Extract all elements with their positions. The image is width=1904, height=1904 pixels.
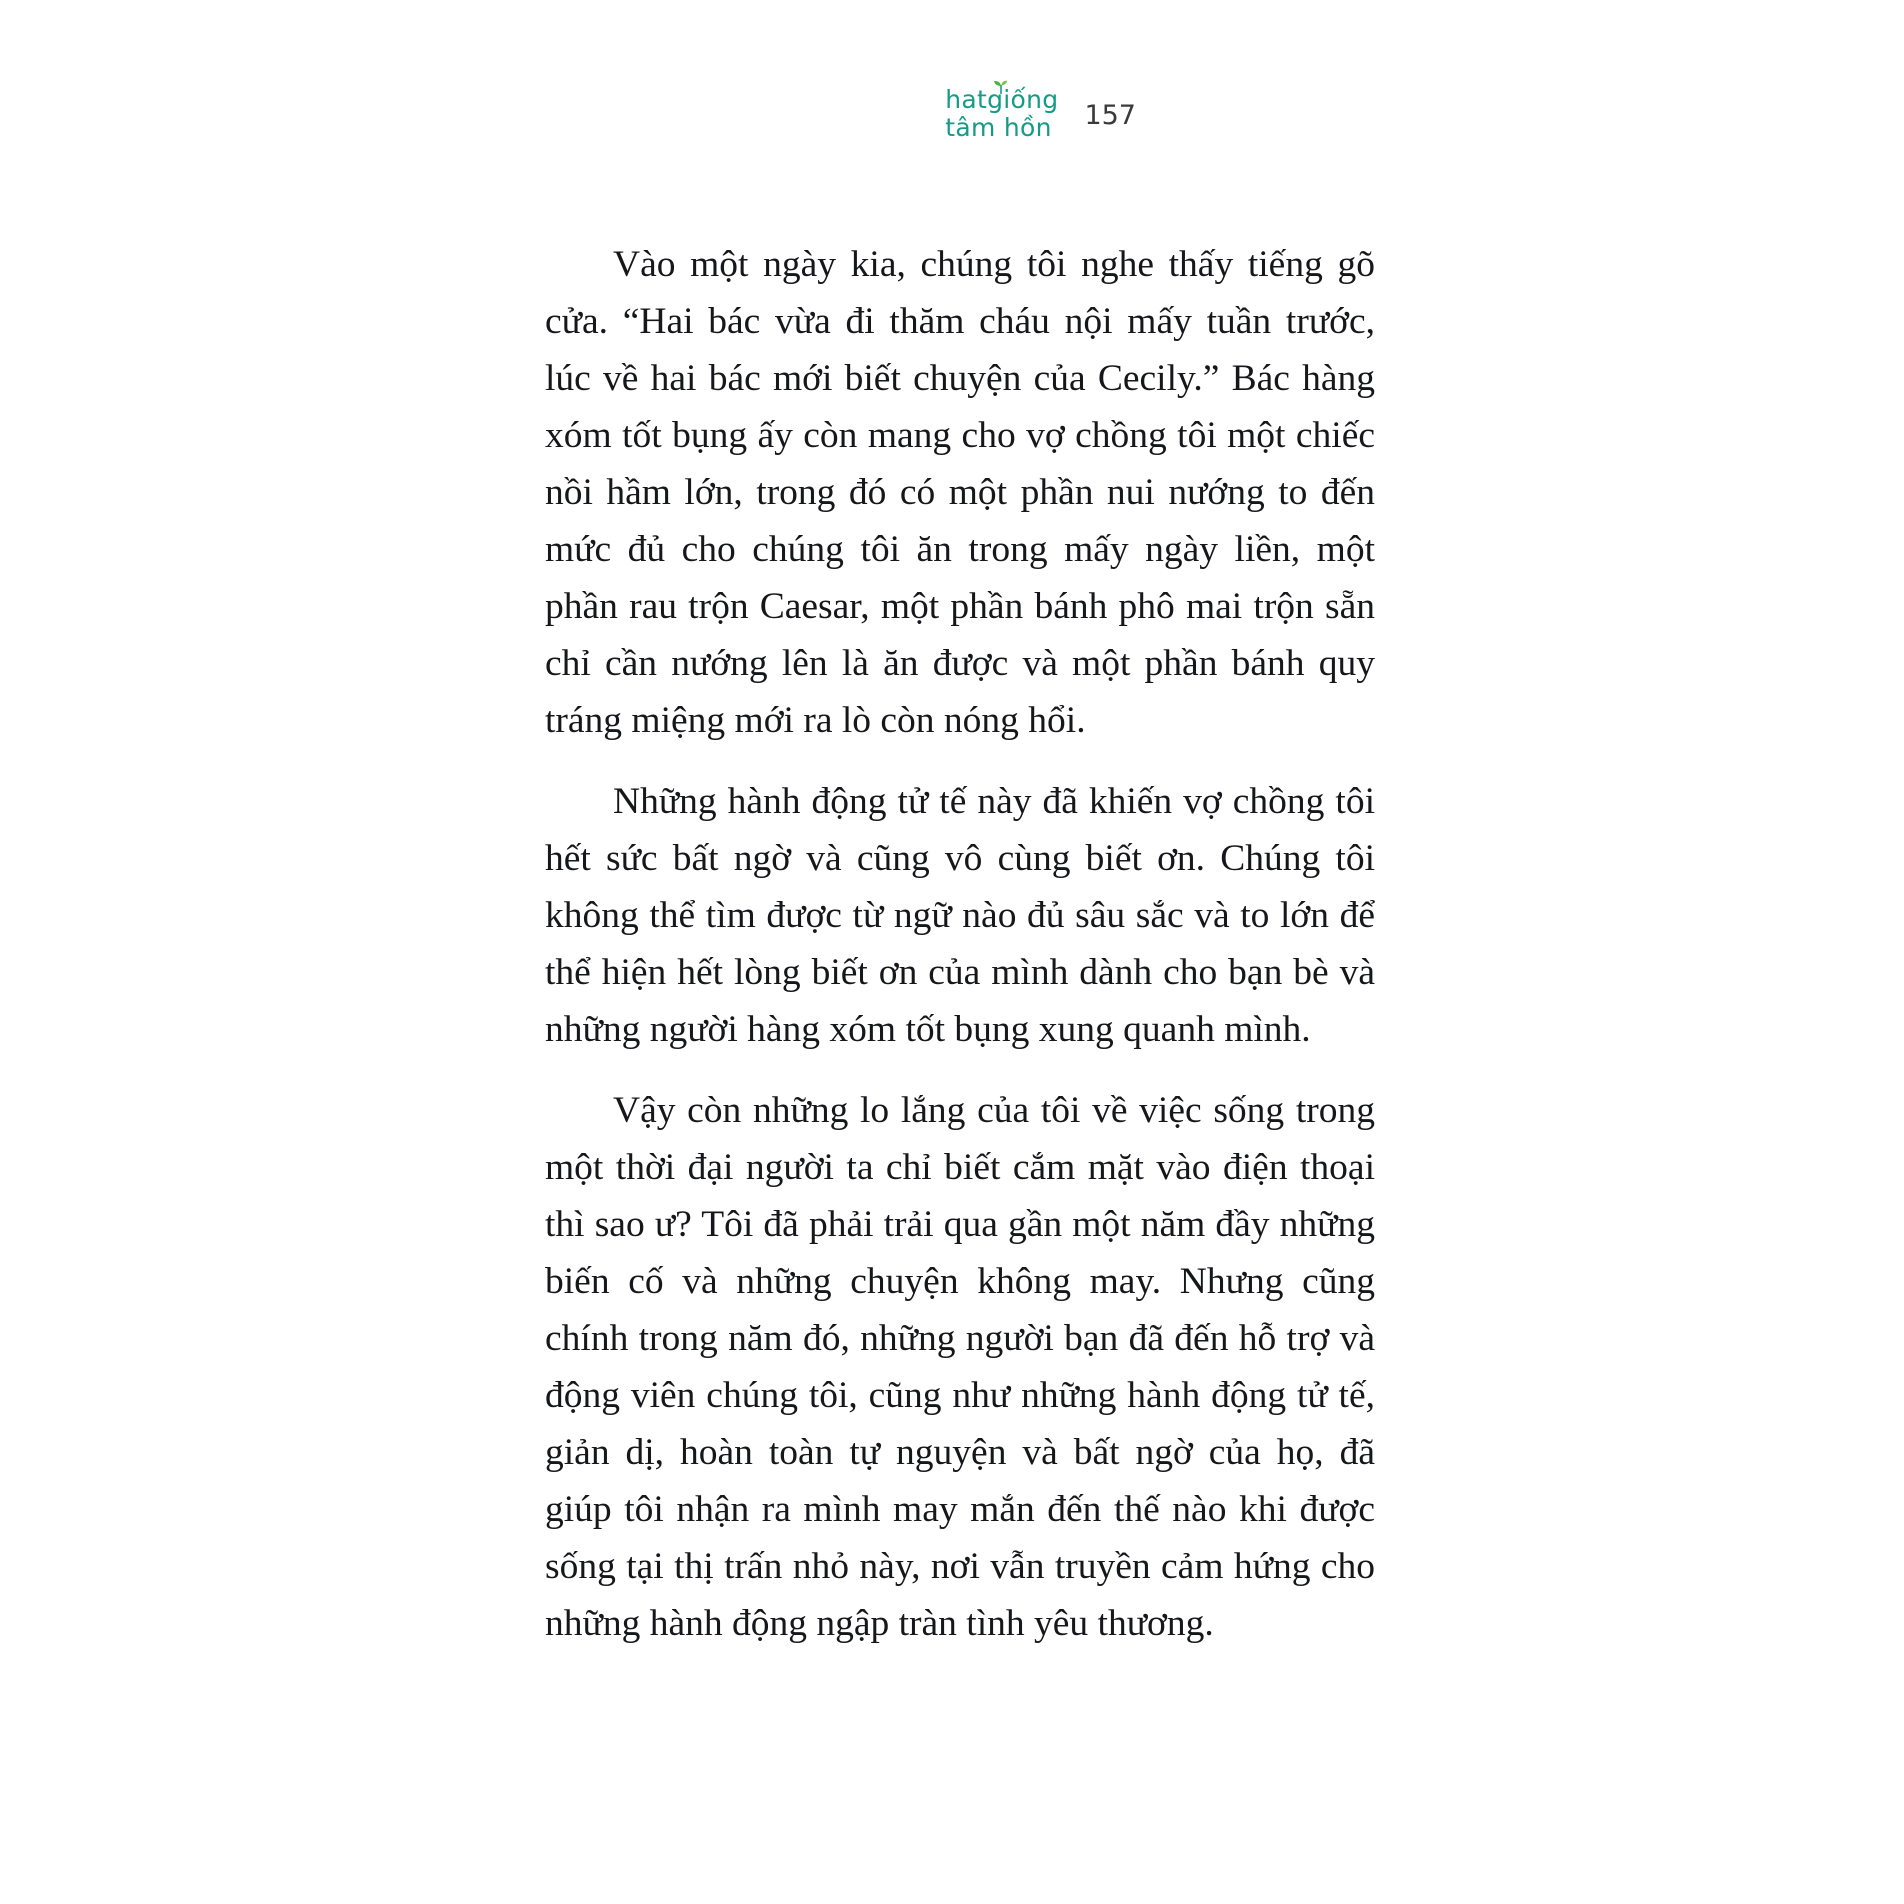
- publisher-logo-text: [945, 86, 1058, 142]
- paragraph: Những hành động tử tế này đã khiến vợ chồng tôi hết sức bất ngờ và cũng vô cùng biết ơn. Chúng tôi không thể tìm được từ ngữ nào đủ sâu sắc và to lớn để thể hiện hết lòng biết ơn của mình dành cho bạn bè và những người hàng xóm tốt bụng xung quanh mình.: [545, 781, 1375, 1050]
- page-body: [545, 236, 1375, 1652]
- publisher-logo-line1: hatgiống: [945, 85, 1059, 114]
- paragraph: Vậy còn những lo lắng của tôi về việc sống trong một thời đại người ta chỉ biết cắm mặt vào điện thoại thì sao ư? Tôi đã phải trải qua gần một năm đầy những biến cố và những chuyện không may. Nhưng cũng chính trong năm đó, những người bạn đã đến hỗ trợ và động viên chúng tôi, cũng như những hành động tử tế, giản dị, hoàn toàn tự nguyện và bất ngờ của họ, đã giúp tôi nhận ra mình may mắn đến thế nào khi được sống tại thị trấn nhỏ này, nơi vẫn truyền cảm hứng cho những hành động ngập tràn tình yêu thương.: [545, 1090, 1375, 1644]
- page-header: [0, 86, 1904, 142]
- paragraph: Vào một ngày kia, chúng tôi nghe thấy tiếng gõ cửa. “Hai bác vừa đi thăm cháu nội mấy tuần trước, lúc về hai bác mới biết chuyện của Cecily.” Bác hàng xóm tốt bụng ấy còn mang cho vợ chồng tôi một chiếc nồi hầm lớn, trong đó có một phần nui nướng to đến mức đủ cho chúng tôi ăn trong mấy ngày liền, một phần rau trộn Caesar, một phần bánh phô mai trộn sẵn chỉ cần nướng lên là ăn được và một phần bánh quy tráng miệng mới ra lò còn nóng hổi.: [545, 244, 1375, 741]
- publisher-logo-line2: tâm hồn: [945, 113, 1052, 142]
- publisher-logo: [945, 86, 1136, 142]
- sprout-icon: [992, 73, 1010, 89]
- page-number: 157: [1084, 100, 1136, 131]
